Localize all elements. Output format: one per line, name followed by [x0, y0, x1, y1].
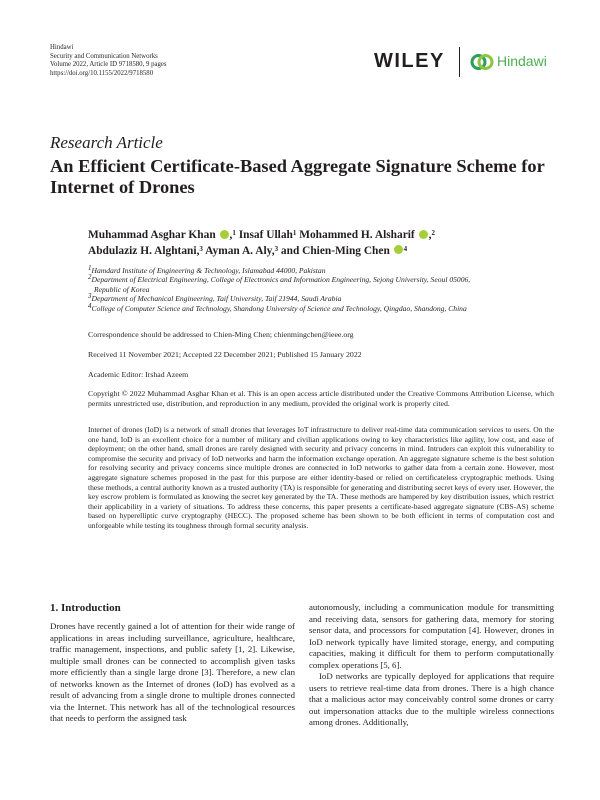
- affiliation-text: College of Computer Science and Technology, Shandong University of Science and Technology, Qingdao, Shandong, China: [91, 303, 467, 313]
- author-affiliation-mark: 3: [199, 244, 203, 253]
- author-affiliation-mark: 1: [232, 229, 236, 237]
- affiliations: [88, 266, 558, 313]
- author-list: Muhammad Asghar Khan ,$^1$ Insaf Ullah$^1$ Mohammed H. Alsharif ,$^2$ Abdulaziz H. Alghtani,$^3$ Ayman A. Aly,$^3$ and Chien-Ming Chen $^4$: [88, 229, 435, 257]
- affiliation-number: 1: [88, 264, 92, 272]
- article-title: An Efficient Certificate-Based Aggregate Signature Scheme for Internet of Drones: [50, 156, 545, 197]
- author-name: Chien-Ming Chen: [302, 244, 390, 257]
- affiliation-item: [88, 275, 558, 294]
- author-affiliation-mark: 3: [274, 244, 279, 253]
- abstract-text: Internet of drones (IoD) is a network of small drones that leverages IoT infrastructure to deliver real-time data communication services to users. On the one hand, IoD is an excellent choice for a number of military and civilian applications owing to key characteristics like agility, low cost, and ease of deployment; on the other hand, small drones are rarely designed with security and privacy concerns in mind. Intruders can exploit this vulnerability to compromise the security and privacy of IoD networks and harm the information exchange operation. An aggregate signature scheme is the best solution for resolving security and privacy concerns since multiple drones are connected in IoD networks to gather data from a certain zone. However, most aggregate signature schemes proposed in the past for this purpose are either identity-based or relied on certificateless cryptographic methods. Using these methods, a central authority known as a trusted authority (TA) is responsible for generating and distributing secret keys of every user. However, the key escrow problem is formulated as knowing the secret key generated by the TA. These methods are hampered by key distribution issues, which restrict their applicability in a variety of situations. To address these concerns, this paper presents a certificate-based aggregate signature (CBS-AS) scheme based on hyperelliptic curve cryptography (HECC). The proposed scheme has been shown to be both efficient in terms of computation cost and unforgeable while testing its toughness through formal security analysis.: [88, 425, 554, 530]
- logo-divider: [459, 47, 460, 77]
- orcid-icon[interactable]: [394, 245, 403, 254]
- affiliation-item: [88, 266, 558, 275]
- academic-editor: Academic Editor: Irshad Azeem: [88, 370, 189, 379]
- orcid-icon[interactable]: [220, 230, 229, 239]
- publication-dates: Received 11 November 2021; Accepted 22 December 2021; Published 15 January 2022: [88, 350, 362, 359]
- body-paragraph: Drones have recently gained a lot of attention for their wide range of applications in areas including surveillance, agriculture, healthcare, traffic management, inspections, and public safety [1, 2]. Likewise, multiple small drones can be connected to accomplish given tasks more efficiently than a single large drone [3]. Therefore, a new clan of networks known as the Internet of drones (IoD) has evolved as a result of advancing from a single drone to multiple drones connected via the Internet. This network has all of the technological resources that needs to perform the assigned task: [50, 621, 295, 723]
- volume-info: Volume 2022, Article ID 9718580, 9 pages: [50, 61, 167, 69]
- body-column-left: [50, 621, 295, 725]
- affiliation-item: [88, 301, 558, 313]
- hindawi-logo-text: Hindawi: [497, 53, 547, 69]
- author-name: Ayman A. Aly: [205, 244, 272, 257]
- orcid-icon[interactable]: [419, 230, 428, 239]
- wiley-logo: WILEY: [374, 50, 445, 72]
- author-name: Abdulaziz H. Alghtani: [88, 244, 197, 257]
- author-name: Muhammad Asghar Khan: [88, 229, 216, 241]
- journal-meta: [50, 44, 167, 78]
- publisher-name: Hindawi: [50, 44, 74, 51]
- body-paragraph: autonomously, including a communication module for transmitting and receiving data, sensors for gathering data, memory for storing sensor data, and processors for computation [4]. However, drones in IoD network typically have limited storage, energy, and computing capacities, making it difficult for them to perform computationally complex operations [5, 6].: [309, 602, 554, 670]
- author-name: Mohammed H. Alsharif: [299, 229, 415, 241]
- article-type: Research Article: [50, 133, 163, 152]
- author-name: Insaf Ullah: [238, 229, 293, 241]
- journal-name: Security and Communication Networks: [50, 52, 158, 60]
- author-affiliation-mark: 4: [403, 244, 408, 253]
- author-affiliation-mark: 1: [292, 229, 297, 237]
- affiliation-text-continued: Republic of Korea: [94, 284, 150, 294]
- hindawi-logo-icon: [470, 50, 494, 74]
- body-column-right: [309, 602, 554, 729]
- affiliation-text: Department of Mechanical Engineering, Taif University, Taif 21944, Saudi Arabia: [91, 294, 342, 304]
- doi-link[interactable]: https://doi.org/10.1155/2022/9718580: [50, 69, 154, 77]
- affiliation-item: [88, 294, 558, 303]
- copyright-notice: Copyright © 2022 Muhammad Asghar Khan et al. This is an open access article distributed under the Creative Commons Attribution License, which permits unrestricted use, distribution, and reproduction in any medium, provided the original work is properly cited.: [88, 389, 554, 408]
- author-affiliation-mark: 2: [431, 229, 435, 237]
- body-paragraph: IoD networks are typically deployed for applications that require users to retrieve real-time data from drones. There is a high chance that a malicious actor may conceivably control some drones or carry out impersonation attacks due to the multiple wireless connections among drones. Additionally,: [309, 671, 554, 727]
- section-heading: 1. Introduction: [50, 602, 121, 614]
- affiliation-number: 3: [88, 292, 92, 301]
- affiliation-text: Hamdard Institute of Engineering & Technology, Islamabad 44000, Pakistan: [91, 266, 326, 275]
- correspondence: Correspondence should be addressed to Chien-Ming Chen; chienmingchen@ieee.org: [88, 330, 354, 339]
- affiliation-number: 4: [88, 301, 92, 310]
- affiliation-text: Department of Electrical Engineering, College of Electronics and Information Engineering, Sejong University, Seoul 05006,: [91, 275, 471, 285]
- affiliation-number: 2: [88, 273, 92, 282]
